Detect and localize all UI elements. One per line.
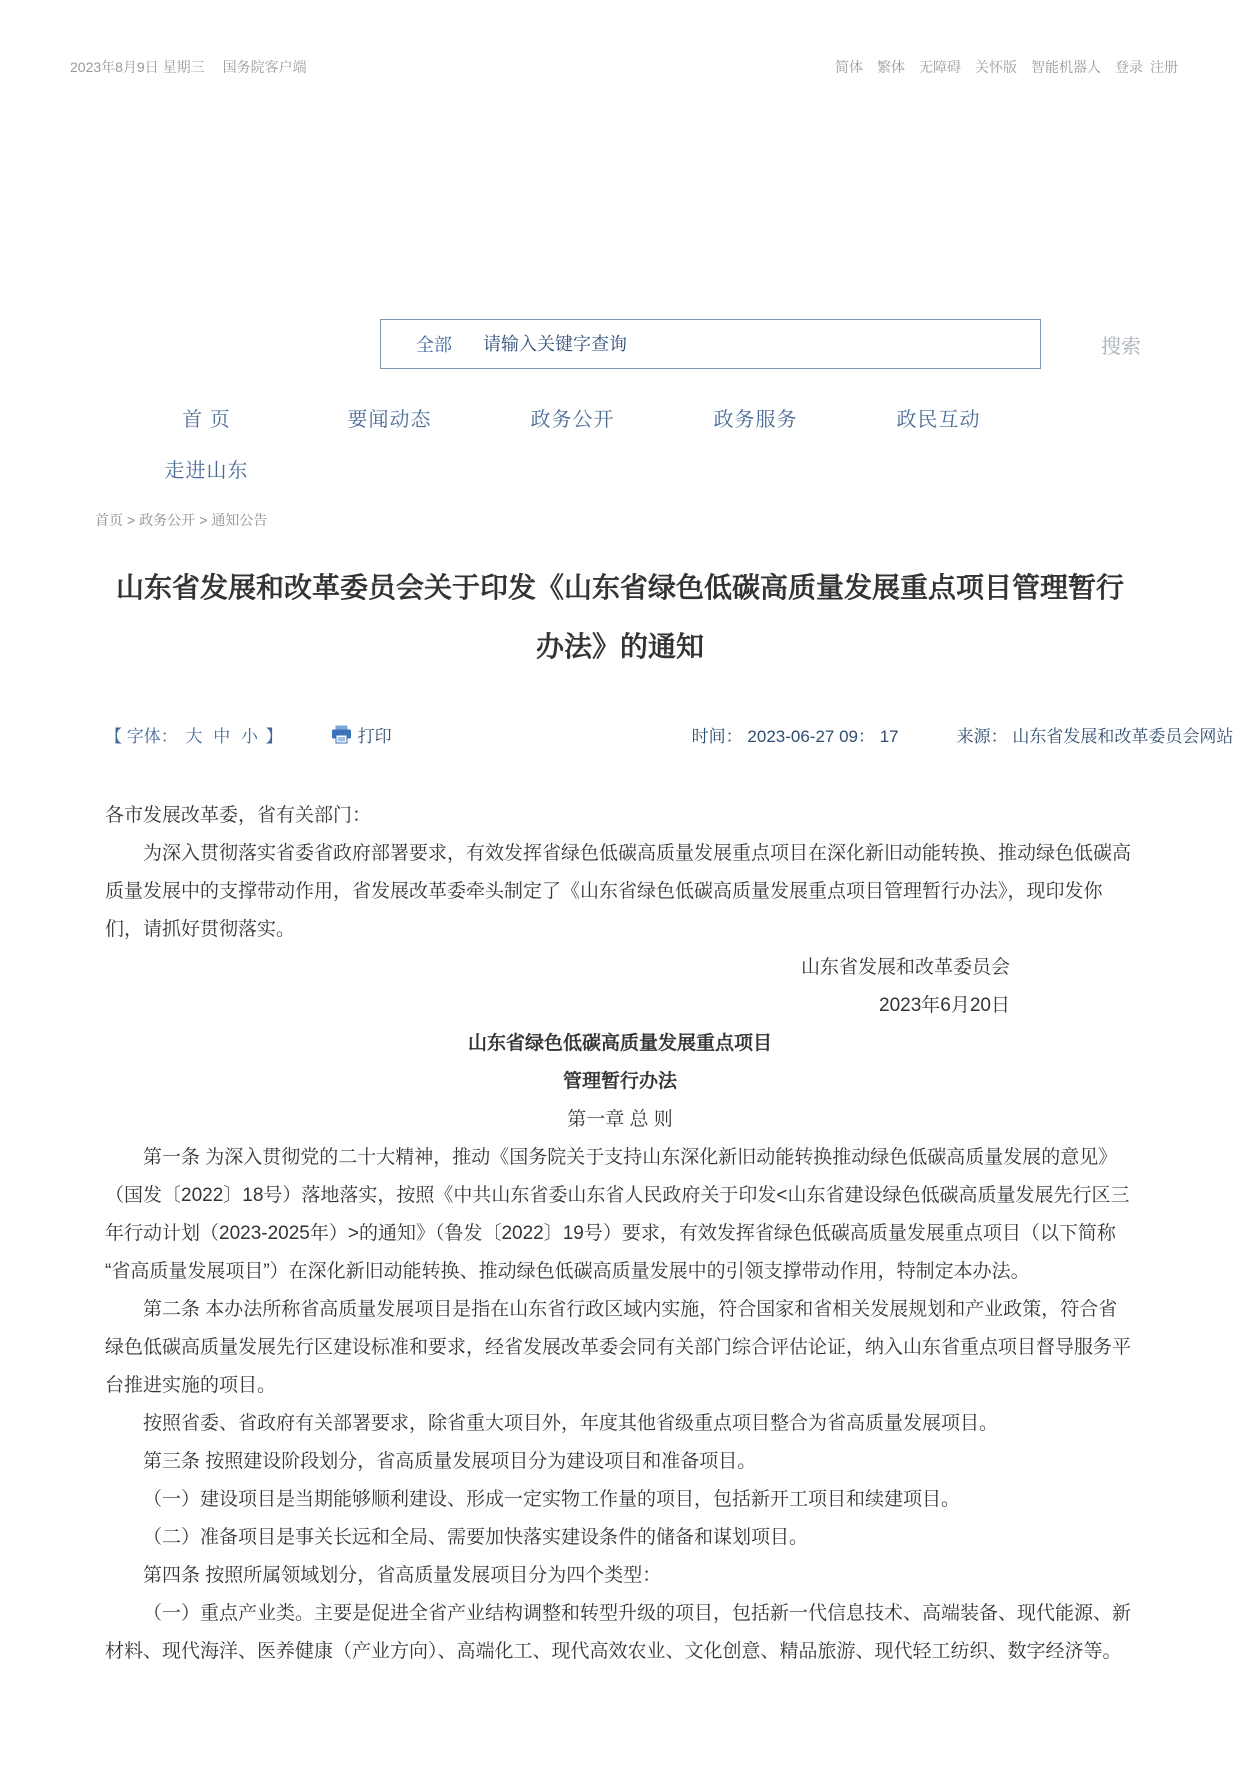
clause-3-item-2: （二）准备项目是事关长远和全局、需要加快落实建设条件的储备和谋划项目。 <box>143 1527 809 1548</box>
breadcrumb-notices[interactable]: 通知公告 <box>211 512 268 528</box>
printer-icon <box>331 725 352 744</box>
nav-item-home[interactable]: 首 页 <box>182 409 231 431</box>
search-button[interactable]: 搜索 <box>1101 335 1141 358</box>
search-category-select[interactable] <box>381 331 481 357</box>
link-login[interactable]: 登录 <box>1115 59 1143 75</box>
article-clause-3: 第三条 按照建设阶段划分，省高质量发展项目分为建设项目和准备项目。 <box>143 1451 757 1472</box>
article-meta <box>0 722 1240 747</box>
search-bar <box>380 319 1240 369</box>
article-clause-4: 第四条 按照所属领域划分，省高质量发展项目分为四个类型： <box>143 1565 662 1586</box>
font-size-medium-button[interactable]: 中 <box>213 727 231 746</box>
publish-time <box>692 722 899 747</box>
font-size-large-button[interactable]: 大 <box>185 727 203 746</box>
print-label: 打印 <box>357 727 392 746</box>
link-register[interactable]: 注册 <box>1150 59 1178 75</box>
gov-client-link[interactable]: 国务院客户端 <box>222 59 307 75</box>
link-care-version[interactable]: 关怀版 <box>975 59 1017 75</box>
article-body <box>0 797 1240 1771</box>
topbar-links <box>835 57 1178 77</box>
breadcrumb-gov-info[interactable]: 政务公开 <box>139 512 196 528</box>
breadcrumb-separator: > <box>127 512 136 528</box>
article-source-value: 山东省发展和改革委员会网站 <box>1012 727 1234 746</box>
article-clause-1: 第一条 为深入贯彻党的二十大精神，推动《国务院关于支持山东深化新旧动能转换推动绿色低碳高质量发展的意见》（国发〔2022〕18号）落地落实，按照《中共山东省委山东省人民政府关于印发<山东省建设绿色低碳高质量发展先行区三年行动计划（2023-2025年）>的通知》（鲁发〔2022〕19号）要求，有效发挥省绿色低碳高质量发展重点项目（以下简称“省高质量发展项目”）在深化新旧动能转换、推动绿色低碳高质量发展中的引领支撑带动作用，特制定本办法。 <box>105 1147 1130 1282</box>
search-input[interactable] <box>481 320 1040 368</box>
topbar <box>0 0 1240 77</box>
signature-date: 2023年6月20日 <box>879 995 1010 1016</box>
salutation: 各市发展改革委，省有关部门： <box>105 805 372 826</box>
article-source <box>957 722 1234 747</box>
clause-4-item-1: （一）重点产业类。主要是促进全省产业结构调整和转型升级的项目，包括新一代信息技术、高端装备、现代能源、新材料、现代海洋、医养健康（产业方向）、高端化工、现代高效农业、文化创意、精品旅游、现代轻工纺织、数字经济等。 <box>105 1603 1132 1662</box>
link-traditional[interactable]: 繁体 <box>877 59 905 75</box>
topbar-date: 2023年8月9日 星期三 <box>70 59 205 75</box>
font-size-control <box>105 722 283 747</box>
font-size-prefix: 【 字体： <box>105 727 178 746</box>
body-paragraph: 为深入贯彻落实省委省政府部署要求，有效发挥省绿色低碳高质量发展重点项目在深化新旧动能转换、推动绿色低碳高质量发展中的支撑带动作用，省发展改革委牵头制定了《山东省绿色低碳高质量发展重点项目管理暂行办法》，现印发你们，请抓好贯彻落实。 <box>105 843 1132 940</box>
link-simplified[interactable]: 简体 <box>835 59 863 75</box>
font-size-suffix: 】 <box>265 727 283 746</box>
nav-item-interaction[interactable]: 政民互动 <box>896 409 981 431</box>
breadcrumb-separator: > <box>199 512 208 528</box>
link-smart-robot[interactable]: 智能机器人 <box>1031 59 1101 75</box>
print-button[interactable] <box>331 722 392 747</box>
breadcrumb-home[interactable]: 首页 <box>95 512 123 528</box>
main-nav <box>115 403 1240 483</box>
font-size-small-button[interactable]: 小 <box>240 727 258 746</box>
article-clause-2: 第二条 本办法所称省高质量发展项目是指在山东省行政区域内实施，符合国家和省相关发展规划和产业政策，符合省绿色低碳高质量发展先行区建设标准和要求，经省发展改革委会同有关部门综合评估论证，纳入山东省重点项目督导服务平台推进实施的项目。 <box>105 1299 1132 1396</box>
clause-3-item-1: （一）建设项目是当期能够顺利建设、形成一定实物工作量的项目，包括新开工项目和续建项目。 <box>143 1489 961 1510</box>
signature-org: 山东省发展和改革委员会 <box>800 957 1010 978</box>
page-title: 山东省发展和改革委员会关于印发《山东省绿色低碳高质量发展重点项目管理暂行办法》的通知 <box>115 572 1124 662</box>
topbar-left <box>70 57 307 77</box>
publish-time-label: 时间： <box>691 727 743 746</box>
nav-item-gov-services[interactable]: 政务服务 <box>713 409 798 431</box>
search-category-label: 全部 <box>416 335 452 355</box>
nav-item-gov-info[interactable]: 政务公开 <box>530 409 615 431</box>
breadcrumb <box>95 510 1240 530</box>
search-box <box>380 319 1041 369</box>
doc-title-line-2: 管理暂行办法 <box>562 1071 677 1092</box>
doc-title-line-1: 山东省绿色低碳高质量发展重点项目 <box>467 1033 772 1054</box>
body-paragraph: 按照省委、省政府有关部署要求，除省重大项目外，年度其他省级重点项目整合为省高质量发展项目。 <box>143 1413 999 1434</box>
chapter-heading: 第一章 总 则 <box>567 1109 673 1130</box>
article-source-label: 来源： <box>956 727 1008 746</box>
nav-item-about-shandong[interactable]: 走进山东 <box>164 460 249 482</box>
link-accessibility[interactable]: 无障碍 <box>919 59 961 75</box>
publish-time-value: 2023-06-27 09： 17 <box>747 727 899 746</box>
nav-item-news[interactable]: 要闻动态 <box>347 409 432 431</box>
